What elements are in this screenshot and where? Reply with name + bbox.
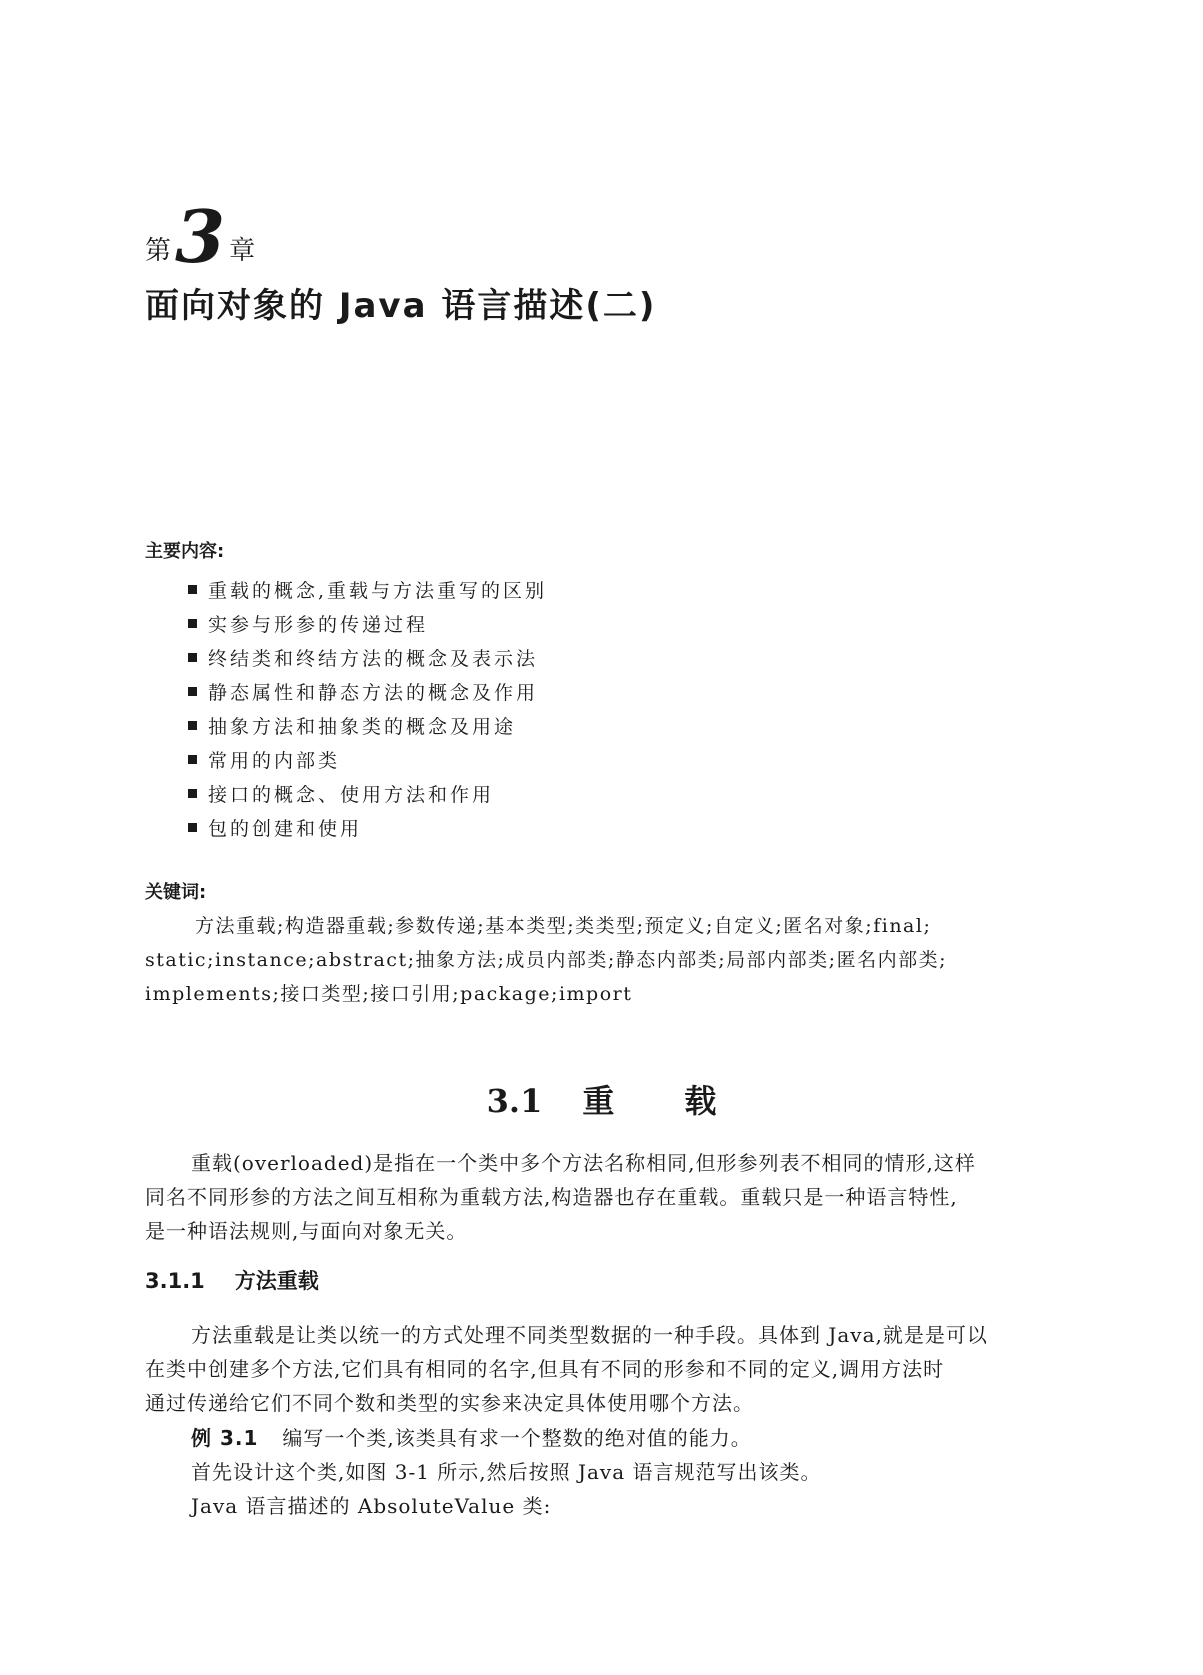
main-contents-label: 主要内容:: [145, 541, 225, 562]
keywords-line: 方法重载;构造器重载;参数传递;基本类型;类类型;预定义;自定义;匿名对象;final;: [195, 915, 932, 937]
method-overload-paragraph: [145, 1318, 1055, 1420]
main-contents-list: [188, 572, 547, 844]
paragraph-line: 同名不同形参的方法之间互相称为重载方法,构造器也存在重载。重载只是一种语言特性,: [145, 1185, 958, 1209]
paragraph-line: 是一种语法规则,与面向对象无关。: [145, 1219, 468, 1243]
square-bullet-icon: [188, 721, 197, 730]
section-number: 3.1: [486, 1082, 543, 1120]
list-item: 终结类和终结方法的概念及表示法: [188, 640, 547, 674]
paragraph-line: 通过传递给它们不同个数和类型的实参来决定具体使用哪个方法。: [145, 1391, 754, 1415]
subsection-number: 3.1.1: [145, 1269, 205, 1293]
section-heading: [0, 1082, 1203, 1120]
chapter-header: [145, 194, 256, 280]
subsection-heading: [145, 1265, 319, 1295]
chapter-title: 面向对象的 Java 语言描述(二): [145, 286, 657, 326]
keywords-line: implements;接口类型;接口引用;package;import: [145, 983, 633, 1005]
subsection-title: 方法重载: [234, 1269, 319, 1293]
intro-paragraph: [145, 1146, 1055, 1248]
square-bullet-icon: [188, 687, 197, 696]
square-bullet-icon: [188, 653, 197, 662]
square-bullet-icon: [188, 585, 197, 594]
paragraph-line: 重载(overloaded)是指在一个类中多个方法名称相同,但形参列表不相同的情形,这样: [191, 1151, 976, 1175]
list-item: 重载的概念,重载与方法重写的区别: [188, 572, 547, 606]
square-bullet-icon: [188, 619, 197, 628]
square-bullet-icon: [188, 789, 197, 798]
list-item: 实参与形参的传递过程: [188, 606, 547, 640]
list-item: 包的创建和使用: [188, 810, 547, 844]
chapter-prefix: 第: [145, 236, 172, 266]
keywords-line: static;instance;abstract;抽象方法;成员内部类;静态内部类;局部内部类;匿名内部类;: [145, 949, 947, 971]
keywords-label: 关键词:: [145, 882, 207, 903]
design-line: 首先设计这个类,如图 3-1 所示,然后按照 Java 语言规范写出该类。: [191, 1460, 822, 1484]
paragraph-line: 在类中创建多个方法,它们具有相同的名字,但具有不同的形参和不同的定义,调用方法时: [145, 1357, 945, 1381]
list-item: 接口的概念、使用方法和作用: [188, 776, 547, 810]
list-item: 静态属性和静态方法的概念及作用: [188, 674, 547, 708]
class-caption-line: Java 语言描述的 AbsoluteValue 类:: [191, 1494, 552, 1518]
paragraph-line: 方法重载是让类以统一的方式处理不同类型数据的一种手段。具体到 Java,就是是可以: [191, 1323, 988, 1347]
example-statement: [191, 1421, 752, 1455]
chapter-number: 3: [175, 194, 224, 280]
list-item: 抽象方法和抽象类的概念及用途: [188, 708, 547, 742]
list-item: 常用的内部类: [188, 742, 547, 776]
chapter-suffix: 章: [229, 236, 256, 266]
square-bullet-icon: [188, 823, 197, 832]
keywords-text: [145, 909, 1055, 1011]
example-label: 例 3.1: [191, 1426, 259, 1450]
square-bullet-icon: [188, 755, 197, 764]
section-title: 重载: [582, 1082, 787, 1120]
example-text: 编写一个类,该类具有求一个整数的绝对值的能力。: [282, 1426, 752, 1450]
